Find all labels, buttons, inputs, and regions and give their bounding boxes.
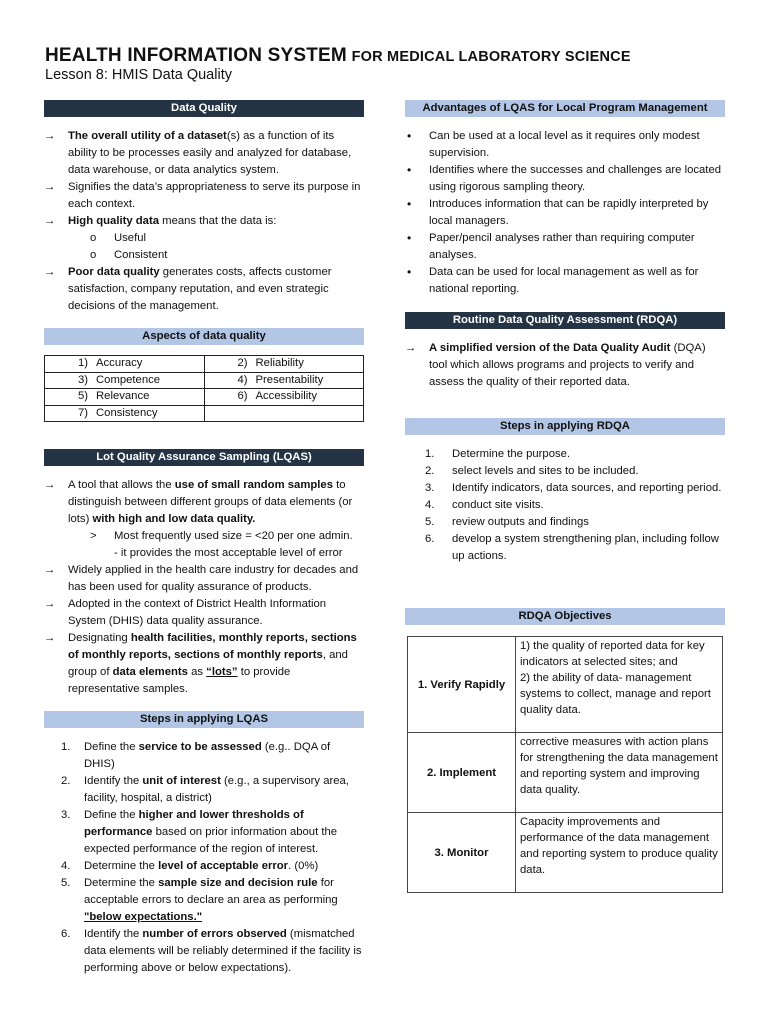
data-quality-heading: Data Quality	[44, 100, 364, 117]
cell-label: Consistency	[96, 406, 158, 419]
steps-rdqa-heading: Steps in applying RDQA	[405, 418, 725, 435]
list-item	[405, 162, 725, 196]
list-item: → A simplified version of the Data Quality Audit (DQA) tool which allows programs and projects to verify and assess the quality of their reported data.	[405, 342, 706, 388]
list-item: → Poor data quality generates costs, affects customer satisfaction, company reputation, and even strategic decisions of the management.	[44, 266, 332, 312]
right-column	[405, 0, 725, 1024]
cell-number: 5)	[77, 390, 88, 403]
list-item: 3. Define the higher and lower thresholds of performance based on prior information about the expected performance of the region of interest.	[61, 809, 338, 855]
cell-number: 2)	[237, 357, 248, 370]
advantages-section	[405, 128, 725, 298]
list-item	[405, 531, 725, 565]
objective-key: 1. Verify Rapidly	[408, 637, 516, 733]
list-item	[405, 264, 725, 298]
cell-number: 3)	[77, 373, 88, 386]
arrow-icon: →	[44, 564, 56, 576]
list-item-text: Data can be used for local management as well as for national reporting.	[429, 266, 699, 295]
list-item: → Signifies the data’s appropriateness to serve its purpose in each context.	[44, 181, 361, 210]
lqas-section	[44, 477, 364, 698]
list-item-number: 3.	[425, 482, 435, 494]
list-item-text: Paper/pencil analyses rather than requiring computer analyses.	[429, 232, 695, 261]
list-item-number: 2.	[425, 465, 435, 477]
cell-number: 1)	[77, 357, 88, 370]
table-cell	[204, 372, 364, 389]
table-cell	[45, 372, 205, 389]
rdqa-heading: Routine Data Quality Assessment (RDQA)	[405, 312, 725, 329]
cell-label: Relevance	[96, 390, 150, 403]
bullet-icon: •	[407, 129, 412, 143]
aspects-table	[44, 355, 364, 422]
rdqa-objectives-heading: RDQA Objectives	[405, 608, 725, 625]
arrow-icon: →	[44, 598, 56, 610]
table-row	[45, 356, 364, 373]
table-row	[408, 813, 723, 893]
data-quality-section	[44, 128, 364, 315]
cell-label: Accuracy	[96, 357, 143, 370]
list-item-text: Identify indicators, data sources, and reporting period.	[452, 482, 722, 494]
cell-label: Accessibility	[255, 390, 318, 403]
table-row	[45, 405, 364, 422]
cell-number: 7)	[77, 406, 88, 419]
list-item-number: 4.	[425, 499, 435, 511]
table-cell	[45, 405, 205, 422]
table-cell	[204, 405, 364, 422]
list-item-text: develop a system strengthening plan, including follow up actions.	[452, 533, 719, 562]
list-item: → Designating health facilities, monthly reports, sections of monthly reports, sections of monthly reports, and group of data elements as “lots” to provide representative samples.	[44, 632, 357, 695]
list-item	[405, 497, 725, 514]
list-item-text: conduct site visits.	[452, 499, 544, 511]
bullet-icon: •	[407, 231, 412, 245]
cell-number: 6)	[237, 390, 248, 403]
list-item-text: review outputs and findings	[452, 516, 589, 528]
list-item-text: Can be used at a local level as it requires only modest supervision.	[429, 130, 700, 159]
list-item: 2. Identify the unit of interest (e.g., a supervisory area, facility, hospital, a district)	[61, 775, 349, 804]
advantages-heading: Advantages of LQAS for Local Program Management	[405, 100, 725, 117]
arrow-icon: →	[44, 181, 56, 193]
objective-text: 1) the quality of reported data for key indicators at selected sites; and	[520, 640, 705, 668]
list-item-number: 5.	[425, 516, 435, 528]
chevron-right-icon: >	[90, 530, 97, 542]
table-cell	[45, 389, 205, 406]
sub-list-item: o Consistent	[44, 247, 364, 264]
cell-label: Presentability	[255, 373, 324, 386]
sub-list-item: > Most frequently used size = <20 per one admin.	[44, 528, 364, 545]
objective-text: corrective measures with action plans for strengthening the data management and reporting system and improving data quality.	[520, 736, 718, 796]
title-rest: FOR MEDICAL LABORATORY SCIENCE	[351, 49, 631, 65]
arrow-icon: →	[44, 479, 56, 491]
table-cell	[204, 389, 364, 406]
table-cell	[204, 356, 364, 373]
table-row	[45, 389, 364, 406]
list-item	[405, 128, 725, 162]
arrow-icon: →	[44, 632, 56, 644]
arrow-icon: →	[44, 266, 56, 278]
rdqa-section	[405, 340, 725, 391]
aspects-heading: Aspects of data quality	[44, 328, 364, 345]
table-cell	[45, 356, 205, 373]
list-item: → Widely applied in the health care industry for decades and has been used for quality assurance of products.	[44, 564, 359, 593]
page-subtitle: Lesson 8: HMIS Data Quality	[45, 67, 232, 83]
bullet-icon: •	[407, 197, 412, 211]
sub-list-item: - it provides the most acceptable level of error	[114, 547, 343, 559]
circle-bullet-icon: o	[90, 232, 97, 244]
list-item: → A tool that allows the use of small random samples to distinguish between different groups of data elements (or lots) with high and low data quality.	[44, 479, 353, 525]
list-item-text: select levels and sites to be included.	[452, 465, 639, 477]
bullet-icon: •	[407, 163, 412, 177]
objective-value	[516, 637, 723, 733]
rdqa-objectives-table	[407, 636, 723, 893]
list-item: → Adopted in the context of District Health Information System (DHIS) data quality assurance.	[44, 598, 327, 627]
cell-label: Reliability	[255, 357, 304, 370]
list-item	[405, 480, 725, 497]
lqas-heading: Lot Quality Assurance Sampling (LQAS)	[44, 449, 364, 466]
list-item-number: 6.	[425, 533, 435, 545]
list-item-text: Identifies where the successes and challenges are located using rigorous sampling theory.	[429, 164, 722, 193]
table-row	[408, 733, 723, 813]
steps-rdqa-section	[405, 446, 725, 565]
bullet-icon: •	[407, 265, 412, 279]
arrow-icon: →	[405, 342, 417, 354]
list-item: 6. Identify the number of errors observed (mismatched data elements will be reliably determined if the facility is performing above or below expectations).	[61, 928, 362, 974]
objective-key: 2. Implement	[408, 733, 516, 813]
list-item: 4. Determine the level of acceptable error. (0%)	[61, 860, 319, 872]
list-item	[405, 230, 725, 264]
arrow-icon: →	[44, 130, 56, 142]
list-item: 5. Determine the sample size and decision rule for acceptable errors to declare an area as performing "below expectations."	[61, 877, 338, 923]
cell-label: Competence	[96, 373, 161, 386]
list-item: 1. Define the service to be assessed (e.g.. DQA of DHIS)	[61, 741, 331, 770]
arrow-icon: →	[44, 215, 56, 227]
list-item-text: Determine the purpose.	[452, 448, 571, 460]
circle-bullet-icon: o	[90, 249, 97, 261]
objective-text: 2) the ability of data- management systems to collect, manage and report quality data.	[520, 672, 711, 716]
list-item-number: 1.	[425, 448, 435, 460]
list-item	[405, 446, 725, 463]
list-item	[405, 463, 725, 480]
steps-lqas-heading: Steps in applying LQAS	[44, 711, 364, 728]
list-item	[405, 196, 725, 230]
sub-list-item: o Useful	[44, 230, 364, 247]
title-main: HEALTH INFORMATION SYSTEM	[45, 45, 347, 66]
objective-key: 3. Monitor	[408, 813, 516, 893]
objective-text: Capacity improvements and performance of the data management and reporting system to produce quality data.	[520, 816, 718, 876]
objective-value	[516, 813, 723, 893]
table-row	[45, 372, 364, 389]
objective-value	[516, 733, 723, 813]
table-row	[408, 637, 723, 733]
list-item: → The overall utility of a dataset(s) as a function of its ability to be processes easily and analyzed for database, data warehouse, or data analytics system.	[44, 130, 352, 176]
list-item-text: Introduces information that can be rapidly interpreted by local managers.	[429, 198, 709, 227]
cell-number: 4)	[237, 373, 248, 386]
steps-lqas-section	[44, 739, 364, 977]
list-item	[405, 514, 725, 531]
list-item: → High quality data means that the data is:	[44, 213, 364, 230]
left-column	[44, 0, 364, 1024]
